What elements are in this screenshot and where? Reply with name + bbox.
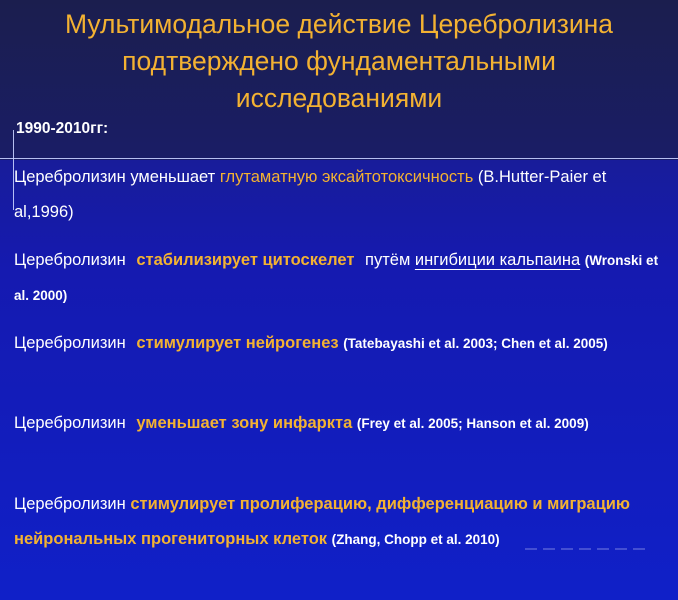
finding-highlight: глутаматную эксайтотоксичность xyxy=(219,168,474,186)
finding-verb: уменьшает xyxy=(130,168,216,186)
finding-subject: Церебролизин xyxy=(14,168,126,186)
finding-highlight: стимулирует пролиферацию, дифференциацию и миграцию нейрональных прогениторных клеток xyxy=(14,495,630,548)
finding-subject: Церебролизин xyxy=(14,495,126,513)
finding-subject: Церебролизин xyxy=(14,251,126,269)
finding-item-1 xyxy=(14,160,666,230)
finding-connector: путём xyxy=(365,251,411,269)
finding-reference: (Zhang, Chopp et al. 2010) xyxy=(331,532,500,547)
watermark-logo-icon xyxy=(525,541,655,557)
title-line-2: подтверждено фундаментальными xyxy=(122,46,556,76)
finding-reference: (B.Hutter-Paier et al,1996) xyxy=(14,168,607,221)
title-line-3: исследованиями xyxy=(235,83,443,113)
finding-reference: (Frey et al. 2005; Hanson et al. 2009) xyxy=(356,416,589,431)
finding-underlined-term: ингибиции кальпаина xyxy=(414,251,581,269)
finding-subject: Церебролизин xyxy=(14,334,126,352)
finding-item-2 xyxy=(14,243,666,313)
horizontal-divider xyxy=(0,158,678,159)
finding-reference: (Wronski et al. 2000) xyxy=(14,253,659,303)
watermark-logo xyxy=(525,541,655,557)
finding-item-4 xyxy=(14,406,666,441)
finding-subject: Церебролизин xyxy=(14,414,126,432)
finding-highlight: уменьшает зону инфаркта xyxy=(136,414,353,432)
finding-highlight: стабилизирует цитоскелет xyxy=(136,251,355,269)
finding-highlight: стимулирует нейрогенез xyxy=(136,334,339,352)
finding-reference: (Tatebayashi et al. 2003; Chen et al. 2005) xyxy=(343,336,608,351)
years-label: 1990-2010гг: xyxy=(16,120,109,137)
slide-title xyxy=(0,6,678,117)
title-line-1: Мультимодальное действие Церебролизина xyxy=(64,9,614,39)
finding-item-3 xyxy=(14,326,666,361)
